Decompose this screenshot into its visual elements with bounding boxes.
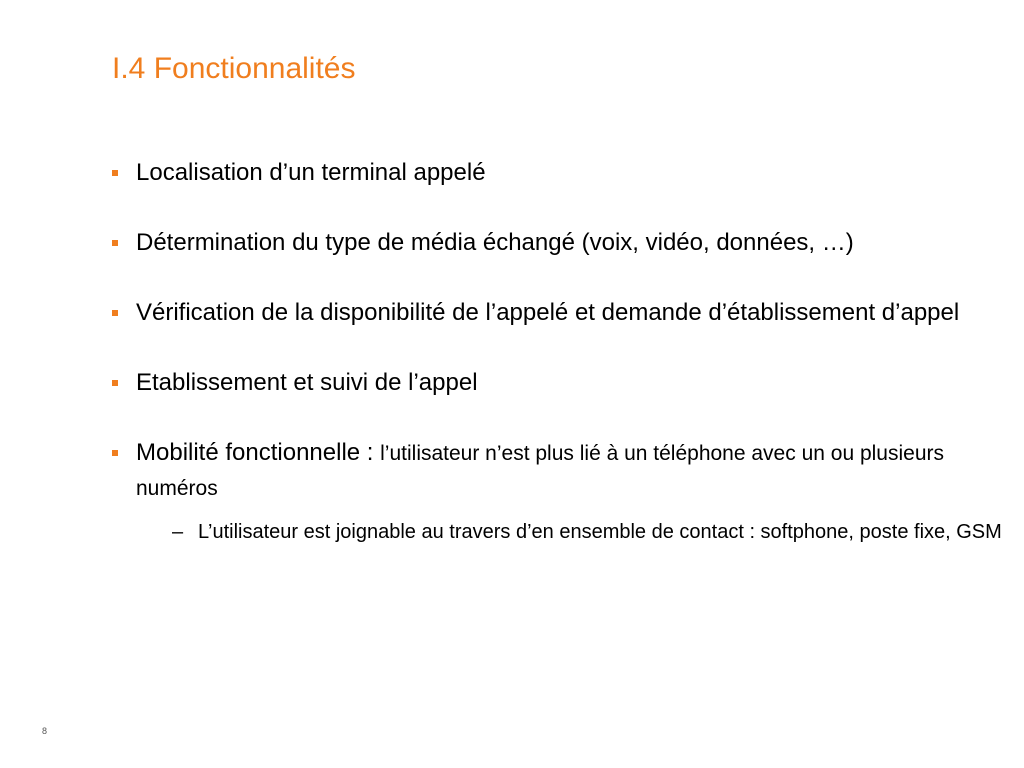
bullet-text: Etablissement et suivi de l’appel <box>136 369 478 396</box>
bullet-square-icon <box>112 240 118 246</box>
bullet-list <box>112 156 1002 582</box>
slide-title: I.4 Fonctionnalités <box>112 52 356 85</box>
bullet-item <box>112 436 1002 546</box>
bullet-square-icon <box>112 170 118 176</box>
bullet-square-icon <box>112 450 118 456</box>
page-number: 8 <box>42 726 48 736</box>
bullet-square-icon <box>112 380 118 386</box>
bullet-item <box>112 366 1002 400</box>
bullet-text: Mobilité fonctionnelle : <box>136 439 381 466</box>
bullet-item <box>112 156 1002 190</box>
bullet-item <box>112 226 1002 260</box>
bullet-item <box>112 296 1002 330</box>
bullet-text: Vérification de la disponibilité de l’appelé et demande d’établissement d’appel <box>136 299 960 326</box>
sub-bullet-item <box>136 518 1002 546</box>
bullet-text: Localisation d’un terminal appelé <box>136 159 486 186</box>
bullet-detail-text: l’utilisateur n’est plus lié à un téléphone avec un ou plusieurs numéros <box>136 442 944 500</box>
sub-bullet-text: L’utilisateur est joignable au travers d’en ensemble de contact : softphone, poste fixe, GSM <box>198 521 1002 543</box>
bullet-square-icon <box>112 310 118 316</box>
sub-bullet-list <box>136 518 1002 546</box>
dash-marker: – <box>172 521 184 543</box>
bullet-text: Détermination du type de média échangé (voix, vidéo, données, …) <box>136 229 854 256</box>
